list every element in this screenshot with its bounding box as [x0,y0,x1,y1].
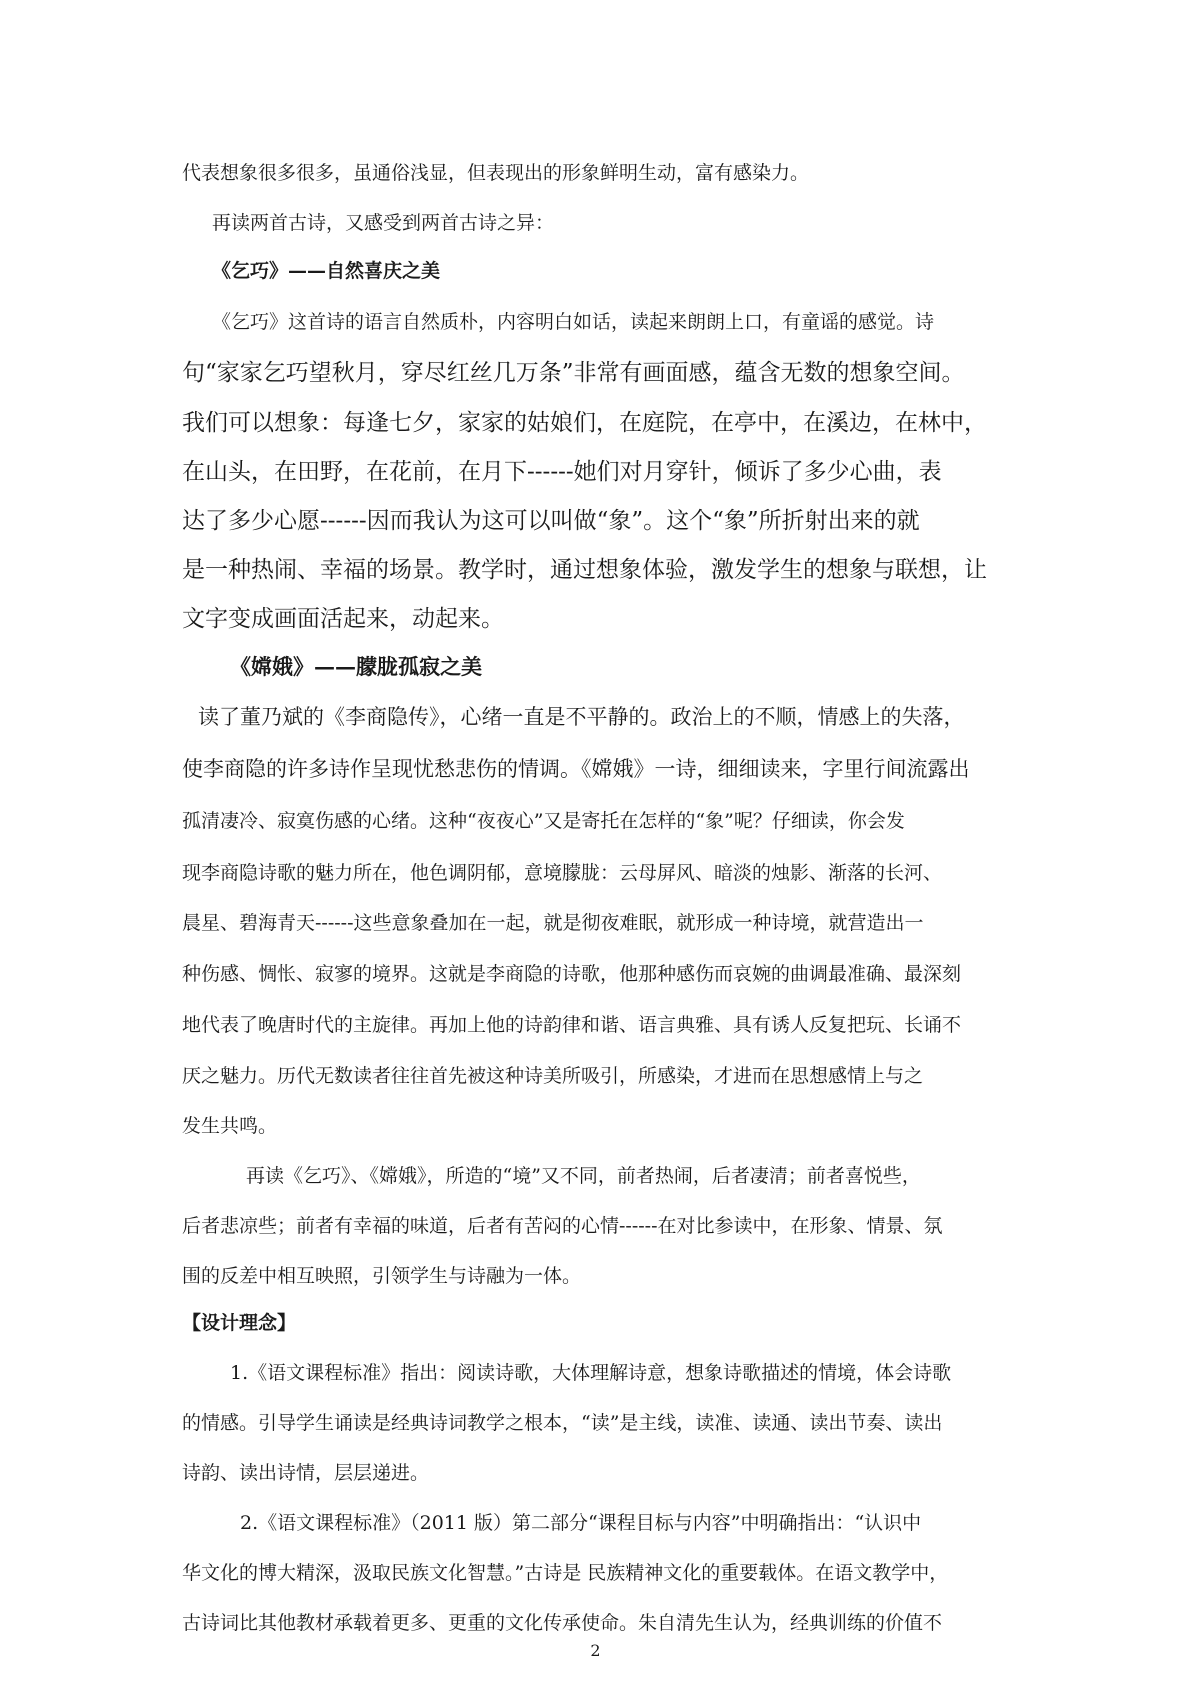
paragraph-line: 1.《语文课程标准》指出：阅读诗歌，大体理解诗意，想象诗歌描述的情境，体会诗歌 [230,1362,952,1384]
paragraph-line: 古诗词比其他教材承载着更多、更重的文化传承使命。朱自清先生认为，经典训练的价值不 [182,1612,943,1634]
section-heading: 《嫦娥》——朦胧孤寂之美 [230,654,482,679]
paragraph-line: 读了董乃斌的《李商隐传》，心绪一直是不平静的。政治上的不顺，情感上的失落， [198,705,965,729]
paragraph-line: 使李商隐的许多诗作呈现忧愁悲伤的情调。《嫦娥》一诗，细细读来，字里行间流露出 [182,757,970,781]
paragraph-line: 后者悲凉些；前者有幸福的味道，后者有苦闷的心情------在对比参读中，在形象、情景、氛 [182,1215,943,1237]
paragraph-line: 地代表了晚唐时代的主旋律。再加上他的诗韵律和谐、语言典雅、具有诱人反复把玩、长诵不 [182,1014,962,1036]
paragraph-line: 代表想象很多很多，虽通俗浅显，但表现出的形象鲜明生动，富有感染力。 [182,162,810,184]
paragraph-line: 的情感。引导学生诵读是经典诗词教学之根本，“读”是主线，读准、读通、读出节奏、读出 [182,1412,943,1434]
page-number: 2 [590,1641,601,1660]
paragraph-line: 我们可以想象：每逢七夕，家家的姑娘们，在庭院，在亭中，在溪边，在林中， [182,410,987,436]
paragraph-line: 晨星、碧海青天------这些意象叠加在一起，就是彻夜难眠，就形成一种诗境，就营造出一 [182,912,924,934]
paragraph-line: 诗韵、读出诗情，层层递进。 [182,1462,430,1484]
paragraph-line: 华文化的博大精深，汲取民族文化智慧。”古诗是 民族精神文化的重要载体。在语文教学中， [182,1562,949,1584]
paragraph-line: 再读两首古诗，又感受到两首古诗之异： [212,212,555,234]
paragraph-line: 发生共鸣。 [182,1115,278,1137]
paragraph-line: 达了多少心愿------因而我认为这可以叫做“象”。这个“象”所折射出来的就 [182,508,920,534]
paragraph-line: 文字变成画面活起来，动起来。 [182,606,504,632]
paragraph-line: 围的反差中相互映照，引领学生与诗融为一体。 [182,1265,582,1287]
paragraph-line: 厌之魅力。历代无数读者往往首先被这种诗美所吸引，所感染，才进而在思想感情上与之 [182,1065,924,1087]
paragraph-line: 孤清凄冷、寂寞伤感的心绪。这种“夜夜心”又是寄托在怎样的“象”呢？仔细读，你会发 [182,810,905,832]
paragraph-line: 在山头，在田野，在花前，在月下------她们对月穿针，倾诉了多少心曲，表 [182,459,942,485]
paragraph-line: 《乞巧》这首诗的语言自然质朴，内容明白如话，读起来朗朗上口，有童谣的感觉。诗 [212,311,935,333]
paragraph-line: 句“家家乞巧望秋月，穿尽红丝几万条”非常有画面感，蕴含无数的想象空间。 [182,360,965,386]
paragraph-line: 2.《语文课程标准》（2011 版）第二部分“课程目标与内容”中明确指出：“认识中 [240,1512,922,1534]
paragraph-line: 现李商隐诗歌的魅力所在，他色调阴郁，意境朦胧：云母屏风、暗淡的烛影、渐落的长河、 [182,862,943,884]
paragraph-line: 种伤感、惆怅、寂寥的境界。这就是李商隐的诗歌，他那种感伤而哀婉的曲调最准确、最深刻 [182,963,962,985]
section-heading: 《乞巧》——自然喜庆之美 [212,260,441,282]
section-heading: 【设计理念】 [182,1312,297,1334]
paragraph-line: 再读《乞巧》、《嫦娥》，所造的“境”又不同，前者热闹，后者凄清；前者喜悦些， [246,1165,921,1187]
paragraph-line: 是一种热闹、幸福的场景。教学时，通过想象体验，激发学生的想象与联想，让 [182,557,987,583]
